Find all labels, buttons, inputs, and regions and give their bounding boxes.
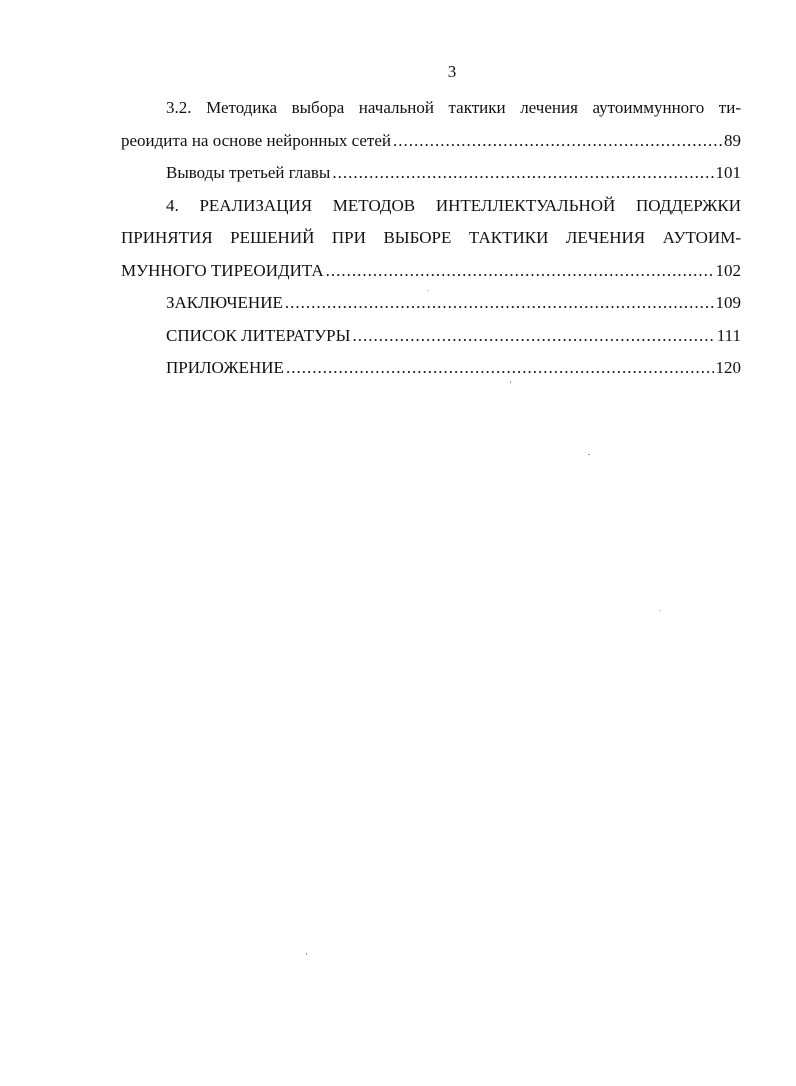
dot-leader [393,125,722,158]
toc-entry-label: ПРИЛОЖЕНИЕ [166,358,284,377]
toc-page-number: 111 [716,325,741,345]
toc-entry-chapter3-conclusions[interactable] [121,157,741,190]
dot-leader [332,157,713,190]
dot-leader [285,287,714,320]
scan-speck [510,381,511,383]
toc-entry-last-line [121,255,741,288]
toc-entry-text-line: 4. РЕАЛИЗАЦИЯ МЕТОДОВ ИНТЕЛЛЕКТУАЛЬНОЙ ПОДДЕРЖКИ [166,195,741,215]
toc-entry-last-line [121,125,741,158]
scan-speck [306,953,307,955]
toc-page-number: 109 [715,293,741,312]
toc-entry-label: СПИСОК ЛИТЕРАТУРЫ [166,325,351,345]
toc-page-number: 102 [715,260,741,280]
toc-entry-label: ЗАКЛЮЧЕНИЕ [166,293,283,312]
toc-entry-label: Выводы третьей главы [166,163,331,182]
dot-leader [352,320,714,353]
toc-entry-appendix[interactable] [121,352,741,385]
toc-entry-chapter-4[interactable] [121,190,741,288]
toc-entry-text-line: ПРИНЯТИЯ РЕШЕНИЙ ПРИ ВЫБОРЕ ТАКТИКИ ЛЕЧЕНИЯ АУТОИМ- [121,228,741,247]
dot-leader [326,255,714,288]
toc-entry-text-line: 3.2. Методика выбора начальной тактики лечения аутоиммунного ти- [166,98,741,117]
toc-page-number: 120 [715,358,741,377]
dot-leader [286,352,714,385]
toc-entry-references[interactable] [121,320,741,353]
page-number: 3 [447,62,457,81]
toc-page-number: 101 [715,163,741,182]
toc-entry-3-2[interactable] [121,92,741,157]
toc-entry-label: реоидита на основе нейронных сетей [121,130,391,150]
toc-page-number: 89 [724,130,741,150]
scan-speck [660,610,661,611]
table-of-contents [121,92,741,385]
scan-speck [427,290,428,291]
toc-entry-label: МУННОГО ТИРЕОИДИТА [121,260,324,280]
toc-entry-conclusion[interactable] [121,287,741,320]
scan-speck [588,454,590,455]
